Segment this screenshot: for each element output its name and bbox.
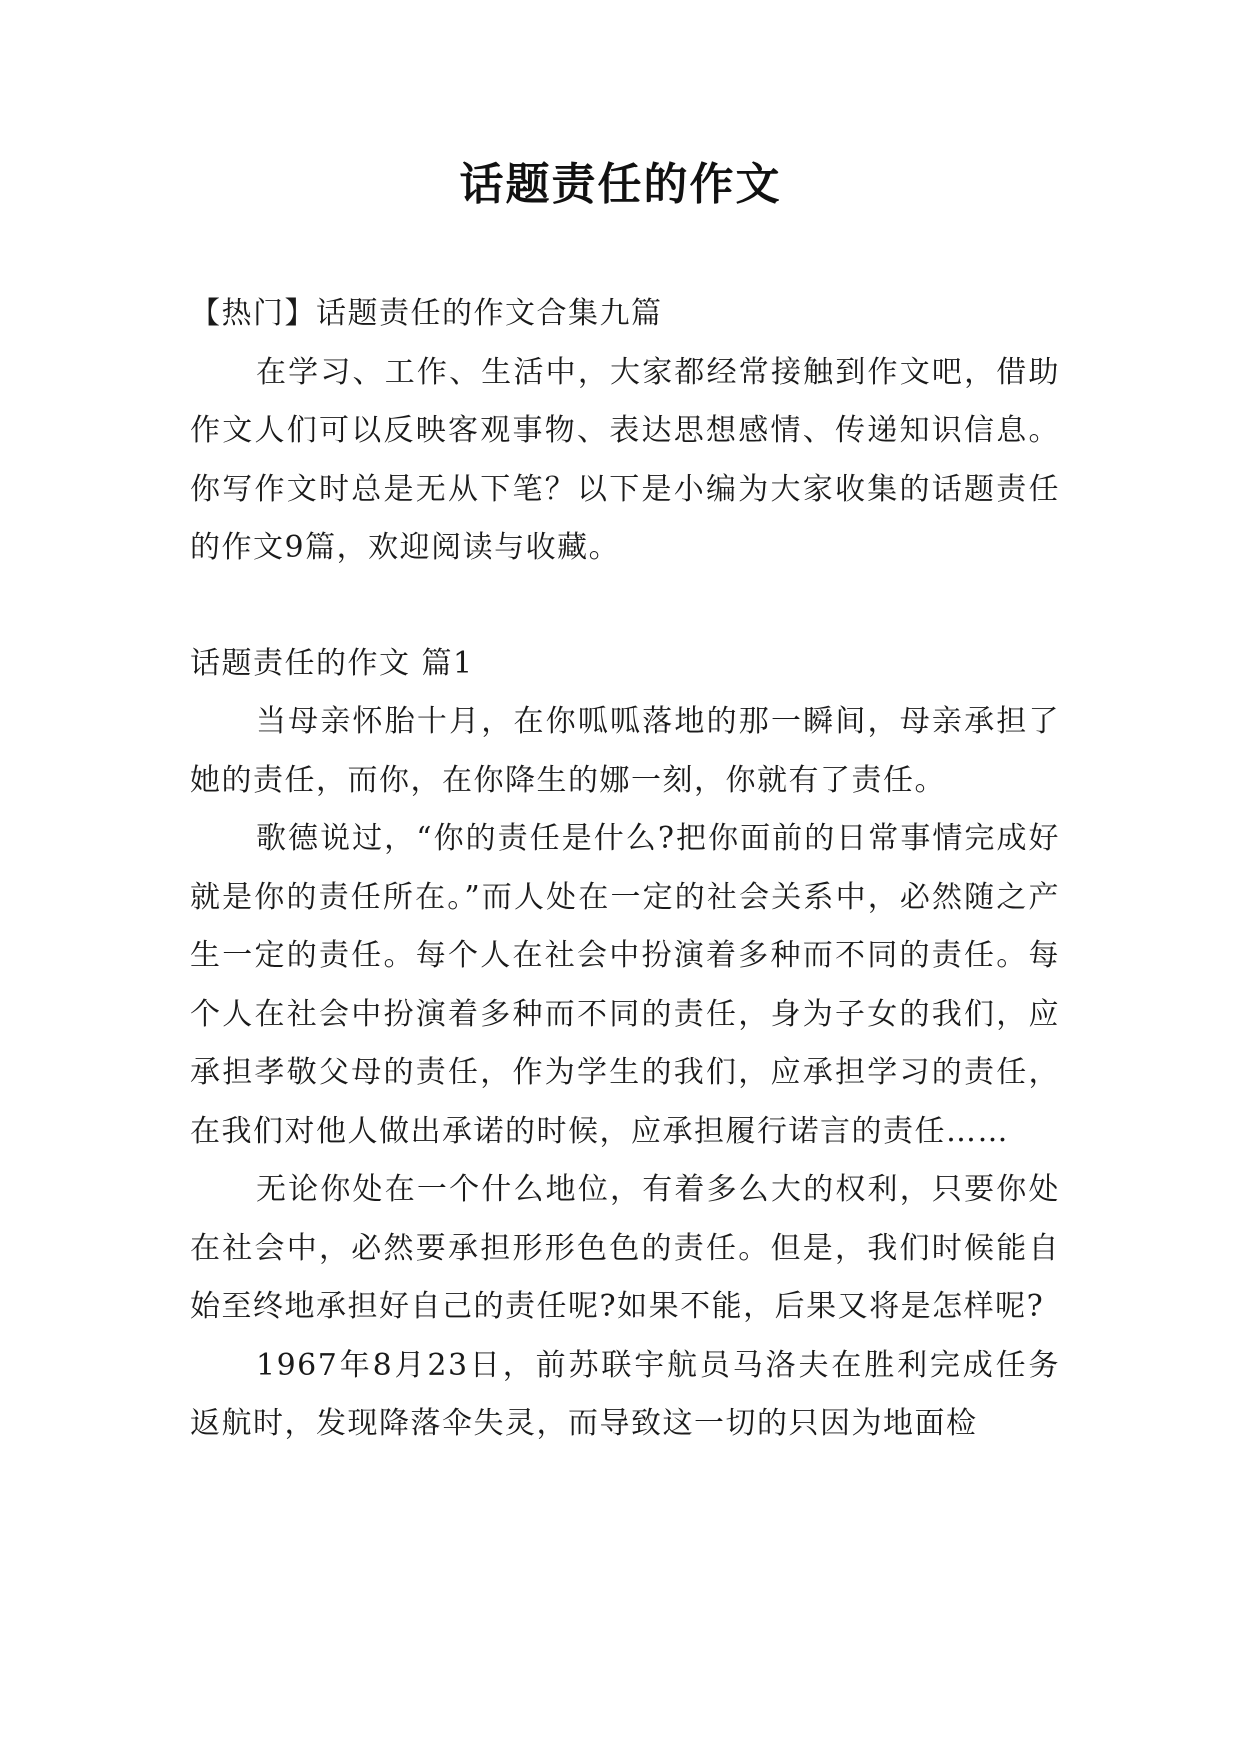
section-heading: 话题责任的作文 篇1 (190, 645, 474, 681)
body-paragraph: 1967年8月23日，前苏联宇航员马洛夫在胜利完成任务返航时，发现降落伞失灵，而导致这一切的只因为地面检 (190, 1347, 1060, 1441)
document-title: 话题责任的作文 (459, 159, 782, 210)
body-paragraph: 歌德说过，“你的责任是什么?把你面前的日常事情完成好就是你的责任所在。”而人处在一定的社会关系中，必然随之产生一定的责任。每个人在社会中扮演着多种而不同的责任。每个人在社会中扮演着多种而不同的责任，身为子女的我们，应承担孝敬父母的责任，作为学生的我们，应承担学习的责任，在我们对他人做出承诺的时候，应承担履行诺言的责任…… (190, 821, 1060, 1149)
document-body (190, 285, 1060, 1454)
document-subtitle: 【热门】话题责任的作文合集九篇 (190, 296, 663, 331)
body-paragraph: 无论你处在一个什么地位，有着多么大的权利，只要你处在社会中，必然要承担形形色色的责任。但是，我们时候能自始至终地承担好自己的责任呢?如果不能，后果又将是怎样呢? (190, 1172, 1060, 1324)
intro-paragraph: 在学习、工作、生活中，大家都经常接触到作文吧，借助作文人们可以反映客观事物、表达思想感情、传递知识信息。你写作文时总是无从下笔？以下是小编为大家收集的话题责任的作文9篇，欢迎阅读与收藏。 (190, 354, 1060, 565)
body-paragraph: 当母亲怀胎十月，在你呱呱落地的那一瞬间，母亲承担了她的责任，而你，在你降生的娜一刻，你就有了责任。 (190, 704, 1060, 798)
